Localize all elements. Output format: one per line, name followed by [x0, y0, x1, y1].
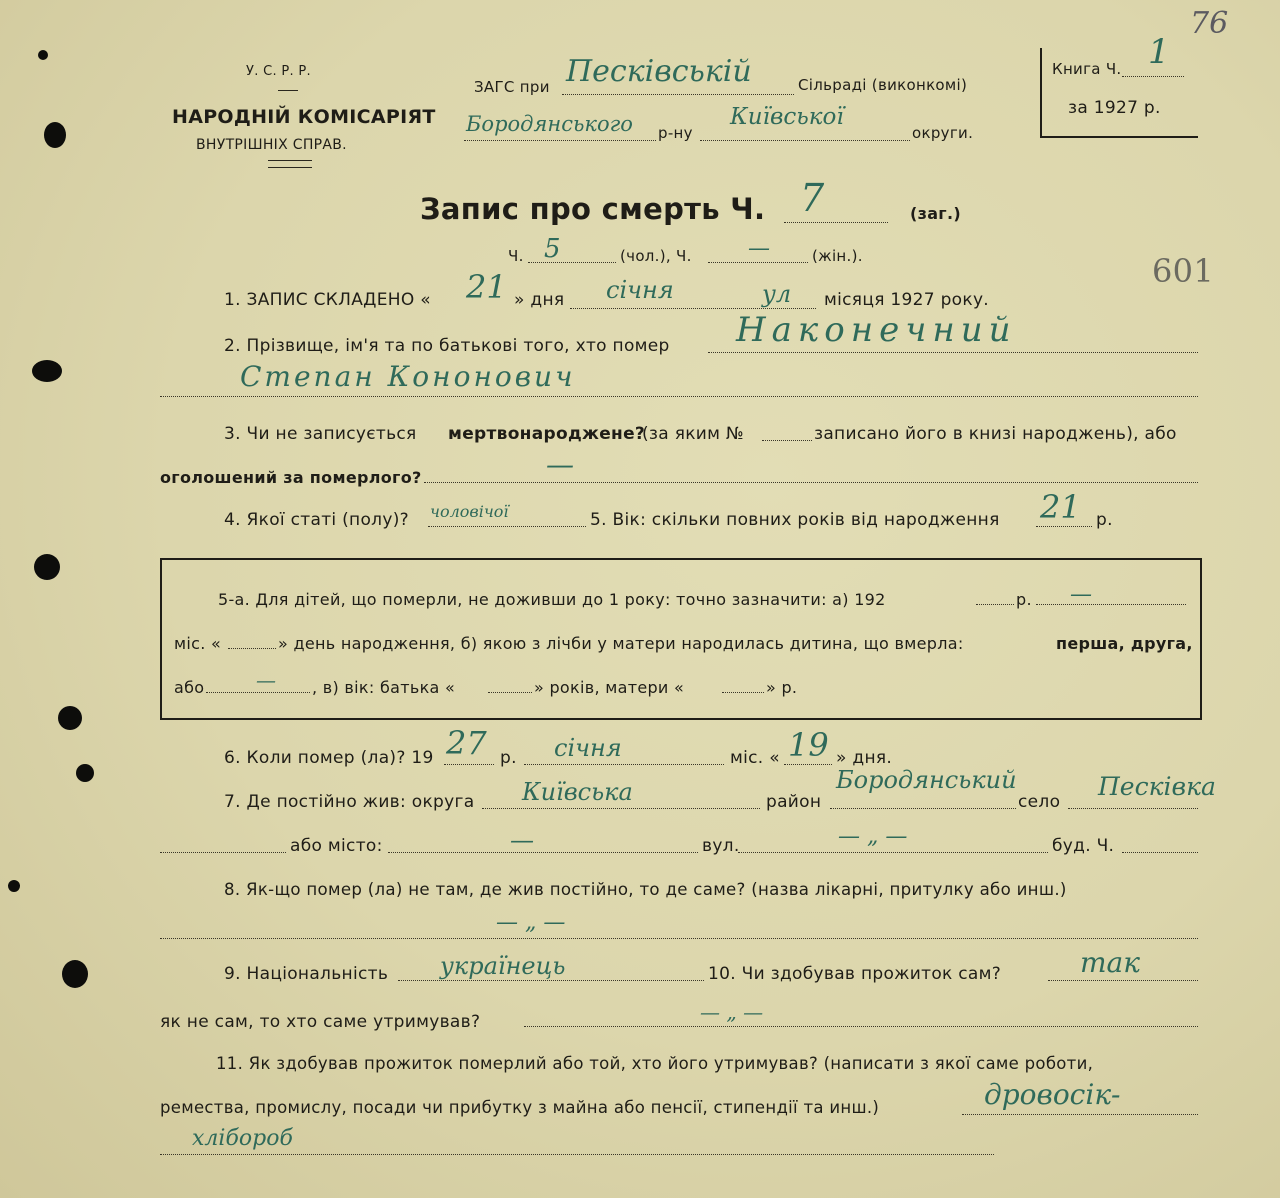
- f6-r: р.: [500, 748, 517, 768]
- f7-label: 7. Де постійно жив: округа: [224, 792, 475, 812]
- fill-line: [784, 764, 832, 765]
- record-title: Запис про смерть Ч.: [420, 192, 766, 226]
- f6-mis: міс. «: [730, 748, 780, 768]
- f10-label: 10. Чи здобував прожиток сам?: [708, 964, 1002, 984]
- fill-line: [428, 526, 586, 527]
- f5a-line3c: » років, матери «: [534, 678, 685, 697]
- punch-hole: [76, 764, 94, 782]
- fill-line: [160, 396, 1198, 397]
- f3-mid: (за яким №: [642, 424, 744, 444]
- fill-line: [762, 440, 812, 441]
- f3-bold2: оголошений за померлого?: [160, 468, 422, 487]
- fill-line: [570, 308, 816, 309]
- registry-okrug-hand: Київської: [730, 104, 844, 130]
- f5-hand: 21: [1040, 488, 1081, 526]
- f10-sub-hand: — „ —: [700, 1000, 764, 1024]
- f3-bold: мертвонароджене?: [448, 424, 646, 444]
- divider: [268, 167, 312, 168]
- fill-line: [464, 140, 656, 141]
- fill-line: [562, 94, 794, 95]
- f11-hand2: хлібороб: [192, 1126, 293, 1151]
- f5a-r: р.: [1016, 590, 1032, 609]
- f7-rayon: район: [766, 792, 822, 812]
- f1-end: місяця 1927 року.: [824, 290, 990, 310]
- punch-hole: [58, 706, 82, 730]
- f5a-bold: перша, друга,: [1056, 634, 1193, 653]
- f5a-dash-hand: —: [1070, 582, 1092, 607]
- fill-line: [424, 482, 1198, 483]
- f6-label: 6. Коли помер (ла)? 19: [224, 748, 434, 768]
- registry-okrug-label: округи.: [912, 124, 974, 142]
- f5a-line1: 5-а. Для дітей, що померли, не доживши до 1 року: точно зазначити: а) 192: [218, 590, 886, 609]
- fill-line: [1036, 526, 1092, 527]
- f7-selo: село: [1018, 792, 1061, 812]
- registry-prefix: ЗАГС при: [474, 78, 550, 96]
- fill-line: [524, 764, 724, 765]
- f7-bud: буд. Ч.: [1052, 836, 1115, 856]
- f6-day-hand: 19: [788, 726, 829, 764]
- f11-line2: ремества, промислу, посади чи прибутку з майна або пенсії, стипендії та инш.): [160, 1098, 880, 1117]
- punch-hole: [44, 122, 66, 148]
- fill-line: [524, 1026, 1198, 1027]
- commissariat-title: НАРОДНІЙ КОМІСАРІЯТ: [172, 106, 436, 128]
- f7-selo-hand: Пеcківка: [1098, 772, 1216, 801]
- f10-sub: як не сам, то хто саме утримував?: [160, 1012, 481, 1032]
- record-suffix: (заг.): [910, 204, 961, 223]
- f1-extra-hand: ул: [762, 280, 792, 308]
- fill-line: [160, 1154, 994, 1155]
- f4-label: 4. Якої статі (полу)?: [224, 510, 409, 530]
- female-label: (жін.).: [812, 247, 863, 265]
- fill-line: [830, 808, 1016, 809]
- fill-line: [1068, 808, 1198, 809]
- f7-vul: вул.: [702, 836, 740, 856]
- fill-line: [976, 604, 1014, 605]
- book-number-hand: 1: [1148, 32, 1170, 72]
- fill-line: [160, 938, 1198, 939]
- f2-label: 2. Прізвище, ім'я та по батькові того, хто помер: [224, 336, 670, 356]
- f5a-line3d: » р.: [766, 678, 798, 697]
- f1-month-hand: січня: [606, 276, 674, 304]
- registry-district-hand: Бородянського: [466, 112, 633, 136]
- department-title: ВНУТРІШНІХ СПРАВ.: [196, 137, 347, 153]
- f11-hand1: дровосік-: [984, 1078, 1121, 1111]
- female-count-hand: —: [748, 236, 770, 261]
- fill-line: [388, 852, 698, 853]
- f1-day-hand: 21: [466, 268, 507, 306]
- fill-line: [206, 692, 310, 693]
- punch-hole: [62, 960, 88, 988]
- f5a-line2b: » день народження, б) якою з лічби у матери народилась дитина, що вмерла:: [278, 634, 964, 653]
- registry-rn: р-ну: [658, 124, 693, 142]
- fill-line: [482, 808, 760, 809]
- fill-line: [398, 980, 704, 981]
- fill-line: [1122, 852, 1198, 853]
- registry-council: Сільраді (виконкомі): [798, 76, 968, 94]
- f3-end: записано його в книзі народжень), або: [814, 424, 1177, 444]
- punch-hole: [38, 50, 48, 60]
- punch-hole: [34, 554, 60, 580]
- fill-line: [962, 1114, 1198, 1115]
- f7-misto: або місто:: [290, 836, 383, 856]
- f5a-dash-hand-2: —: [256, 668, 276, 692]
- f8-label: 8. Як-що помер (ла) не там, де жив постійно, то де саме? (назва лікарні, притулку або инш.): [224, 880, 1067, 899]
- f4-hand: чоловічої: [430, 502, 509, 521]
- male-label: (чол.), Ч.: [620, 247, 692, 265]
- registry-village-hand: Пеcківській: [566, 54, 752, 89]
- fill-line: [160, 852, 286, 853]
- fill-line: [1048, 980, 1198, 981]
- fill-line: [1122, 76, 1184, 77]
- f7-misto-hand: —: [510, 826, 534, 854]
- male-label-prefix: Ч.: [508, 247, 524, 265]
- f3-label: 3. Чи не записується: [224, 424, 417, 444]
- f8-hand: — „ —: [496, 910, 566, 935]
- f6-year-hand: 27: [446, 724, 487, 762]
- f2-surname-hand: Наконечний: [736, 310, 1017, 350]
- f3-dash-hand: —: [546, 448, 574, 481]
- book-corner-hand: 76: [1190, 6, 1229, 41]
- f2-name-hand: Степан Кононович: [240, 360, 576, 393]
- f6-end: » дня.: [836, 748, 893, 768]
- f5a-line3a: або: [174, 678, 205, 697]
- male-count-hand: 5: [544, 234, 561, 264]
- punch-hole: [32, 360, 62, 382]
- fill-line: [528, 262, 616, 263]
- fill-line: [784, 222, 888, 223]
- fill-line: [700, 140, 910, 141]
- f6-month-hand: січня: [554, 734, 622, 762]
- f9-label: 9. Національність: [224, 964, 389, 984]
- record-number-hand: 7: [800, 176, 825, 220]
- f7-rayon-hand: Бородянський: [836, 766, 1017, 794]
- f10-hand: так: [1080, 946, 1140, 979]
- f11-line1: 11. Як здобував прожиток померлий або той, хто його утримував? (написати з якої саме роботи,: [216, 1054, 1094, 1073]
- fill-line: [708, 352, 1198, 353]
- divider: [278, 90, 298, 91]
- f9-hand: українець: [440, 952, 566, 980]
- fill-line: [738, 852, 1048, 853]
- f1-mid: » дня: [514, 290, 565, 310]
- fill-line: [444, 764, 494, 765]
- fill-line: [228, 648, 276, 649]
- f5a-line3b: , в) вік: батька «: [312, 678, 456, 697]
- f5a-line2a: міс. «: [174, 634, 222, 653]
- f5-label: 5. Вік: скільки повних років від народження: [590, 510, 1000, 530]
- f7-vul-hand: — „ —: [838, 824, 908, 849]
- fill-line: [708, 262, 808, 263]
- stamp-number: 601: [1152, 252, 1214, 290]
- fill-line: [722, 692, 764, 693]
- punch-hole: [8, 880, 20, 892]
- f1-label: 1. ЗАПИС СКЛАДЕНО «: [224, 290, 431, 310]
- f5-end: р.: [1096, 510, 1113, 530]
- fill-line: [488, 692, 532, 693]
- f7-okrug-hand: Київська: [522, 778, 633, 806]
- book-label: Книга Ч.: [1052, 60, 1122, 78]
- state-abbrev: У. С. Р. Р.: [246, 64, 311, 79]
- divider: [268, 160, 312, 161]
- book-year: за 1927 р.: [1068, 98, 1161, 118]
- fill-line: [1036, 604, 1186, 605]
